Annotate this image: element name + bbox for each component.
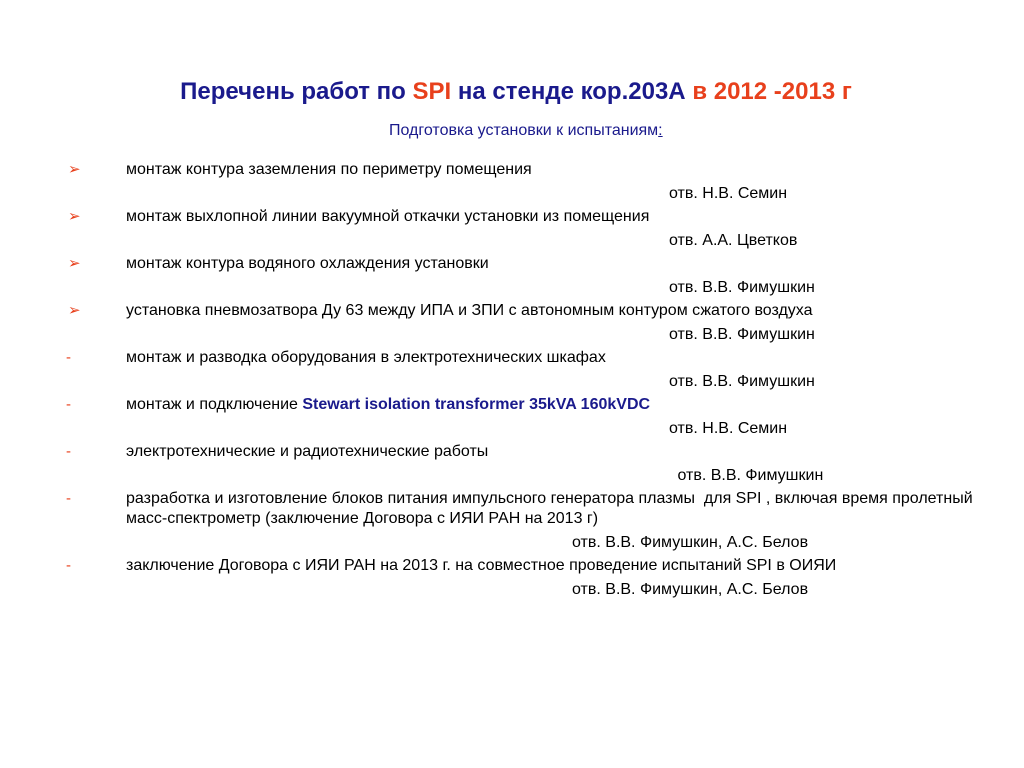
item-text-bold: Stewart isolation transformer 35kVA 160kVDC bbox=[302, 396, 651, 413]
arrow-bullet-icon: ➢ bbox=[68, 161, 81, 178]
arrow-bullet-icon: ➢ bbox=[68, 208, 81, 225]
list-item bbox=[0, 442, 1024, 489]
work-list bbox=[0, 160, 1024, 603]
item-responsible: отв. Н.В. Семин bbox=[669, 185, 788, 202]
item-responsible: отв. В.В. Фимушкин, А.С. Белов bbox=[572, 534, 809, 551]
list-item bbox=[0, 489, 1024, 556]
dash-bullet-icon: - bbox=[66, 443, 71, 460]
item-text: электротехнические и радиотехнические работы bbox=[126, 443, 489, 460]
list-item bbox=[0, 348, 1024, 395]
list-item bbox=[0, 301, 1024, 348]
arrow-bullet-icon: ➢ bbox=[68, 302, 81, 319]
item-responsible: отв. Н.В. Семин bbox=[669, 420, 788, 437]
dash-bullet-icon: - bbox=[66, 557, 71, 574]
list-item bbox=[0, 160, 1024, 207]
item-responsible: отв. В.В. Фимушкин bbox=[669, 279, 815, 296]
title-part2: на стенде кор.203А bbox=[451, 78, 693, 105]
dash-bullet-icon: - bbox=[66, 490, 71, 507]
item-responsible: отв. В.В. Фимушкин bbox=[669, 373, 815, 390]
list-item bbox=[0, 254, 1024, 301]
item-text: монтаж контура водяного охлаждения установки bbox=[126, 255, 489, 272]
item-text-plain: монтаж и подключение bbox=[126, 396, 303, 413]
item-text: заключение Договора с ИЯИ РАН на 2013 г. на совместное проведение испытаний SPI в ОИЯИ bbox=[126, 557, 837, 574]
title-part1: Перечень работ по bbox=[180, 78, 413, 105]
dash-bullet-icon: - bbox=[66, 349, 71, 366]
list-item bbox=[0, 395, 1024, 442]
subtitle bbox=[389, 122, 663, 140]
list-item bbox=[0, 207, 1024, 254]
item-text: монтаж контура заземления по периметру помещения bbox=[126, 161, 532, 178]
item-responsible: отв. В.В. Фимушкин bbox=[669, 326, 815, 343]
item-responsible: отв. В.В. Фимушкин bbox=[673, 467, 824, 484]
list-item bbox=[0, 556, 1024, 603]
item-text: монтаж выхлопной линии вакуумной откачки установки из помещения bbox=[126, 208, 650, 225]
item-text bbox=[126, 395, 996, 415]
item-responsible: отв. А.А. Цветков bbox=[669, 232, 798, 249]
item-text: монтаж и разводка оборудования в электротехнических шкафах bbox=[126, 349, 606, 366]
subtitle-text: Подготовка установки к испытаниям bbox=[389, 122, 659, 139]
page-title bbox=[4, 78, 1024, 106]
item-text: установка пневмозатвора Ду 63 между ИПА и ЗПИ с автономным контуром сжатого воздуха bbox=[126, 302, 813, 319]
dash-bullet-icon: - bbox=[66, 396, 71, 413]
title-spi: SPI bbox=[412, 78, 452, 105]
arrow-bullet-icon: ➢ bbox=[68, 255, 81, 272]
item-text: разработка и изготовление блоков питания импульсного генератора плазмы для SPI , включая время пролетный масс-спектрометр (заключение Договора с ИЯИ РАН на 2013 г) bbox=[126, 490, 978, 527]
item-responsible: отв. В.В. Фимушкин, А.С. Белов bbox=[572, 581, 809, 598]
title-years: в 2012 -2013 г bbox=[692, 78, 852, 105]
subtitle-colon: : bbox=[658, 122, 663, 139]
